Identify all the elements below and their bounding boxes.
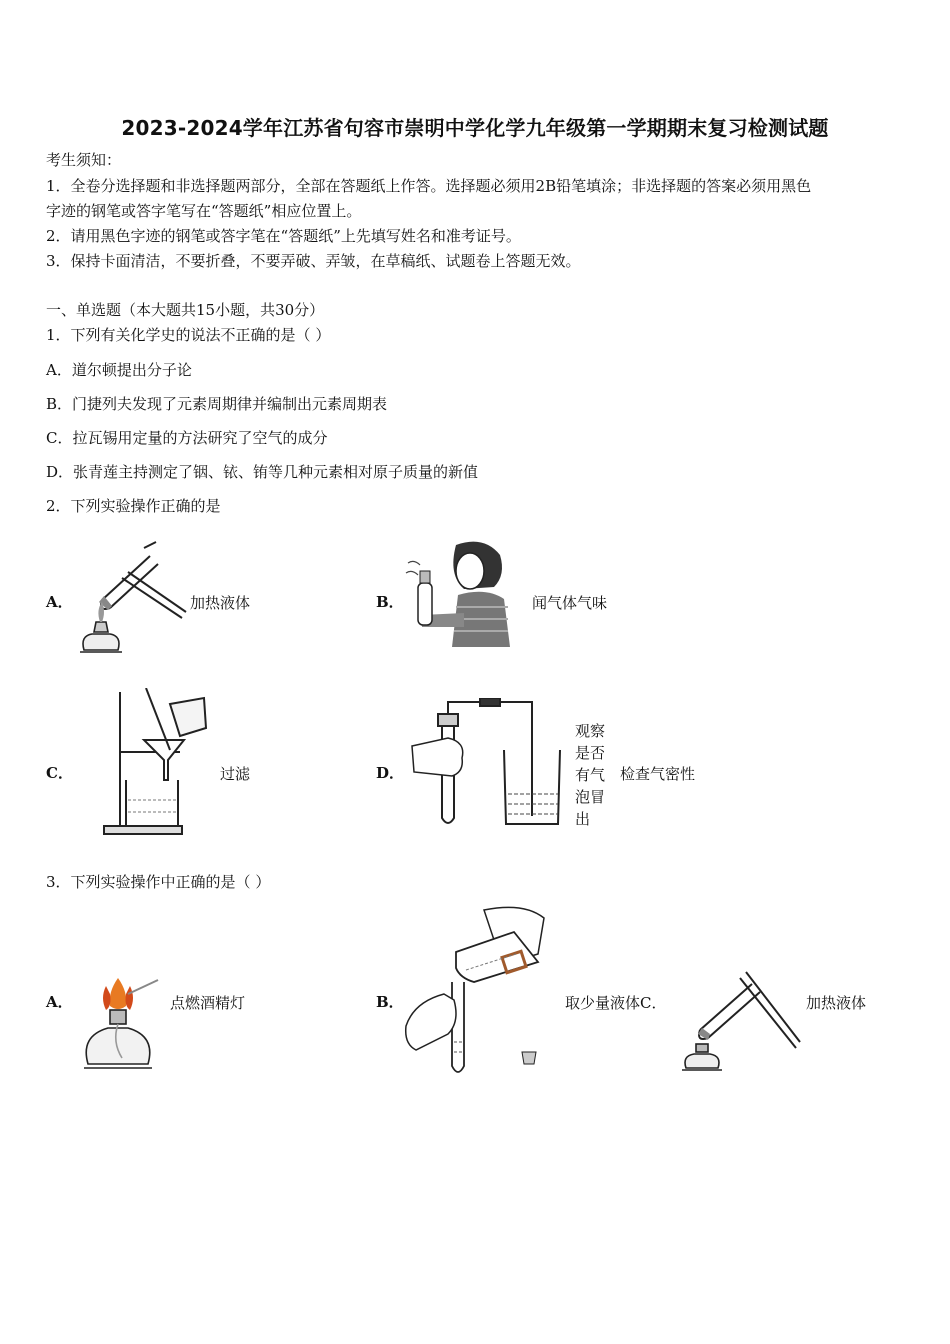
filtration-setup-icon: [88, 688, 216, 838]
q2-option-c-caption: 过滤: [220, 765, 251, 783]
q2-option-d-caption: 检查气密性: [620, 765, 696, 783]
q3-option-b-letter: B．: [376, 993, 404, 1011]
bubble-observation-note: 观察 是否 有气 泡冒 出: [575, 722, 606, 828]
q3-option-a-letter: A．: [46, 993, 73, 1011]
q2-option-d-letter: D．: [376, 764, 405, 782]
q3-option-b-caption: 取少量液体C．: [565, 994, 667, 1012]
q3-option-c-caption: 加热液体: [806, 994, 867, 1012]
q2-option-a-caption: 加热液体: [190, 594, 251, 612]
section-heading: 一、单选题（本大题共15小题，共30分）: [46, 301, 325, 319]
heating-liquid-icon: [72, 540, 192, 662]
notice-item-3: 3．保持卡面清洁，不要折叠，不要弄破、弄皱，在草稿纸、试题卷上答题无效。: [46, 252, 581, 270]
q1-option-c: C．拉瓦锡用定量的方法研究了空气的成分: [46, 429, 328, 447]
q2-option-b-caption: 闻气体气味: [532, 594, 608, 612]
q3-stem: 3．下列实验操作中正确的是（ ）: [46, 873, 271, 891]
lighting-alcohol-lamp-icon: [78, 972, 162, 1076]
heating-liquid-tube-icon: [680, 968, 804, 1076]
page-title: 2023-2024学年江苏省句容市崇明中学化学九年级第一学期期末复习检测试题: [121, 116, 829, 140]
notice-item-1b: 字迹的钢笔或答字笔写在“答题纸”相应位置上。: [46, 202, 362, 220]
q3-option-a-caption: 点燃酒精灯: [170, 994, 246, 1012]
airtightness-check-icon: [408, 698, 572, 830]
q2-option-b-letter: B．: [376, 593, 404, 611]
smelling-gas-person-icon: [404, 535, 516, 653]
notice-item-1a: 1．全卷分选择题和非选择题两部分，全部在答题纸上作答。选择题必须用2B铅笔填涂；非选择题的答案必须用黑色: [46, 177, 812, 195]
q1-option-a: A．道尔顿提出分子论: [46, 361, 192, 379]
notice-item-2: 2．请用黑色字迹的钢笔或答字笔在“答题纸”上先填写姓名和准考证号。: [46, 227, 521, 245]
q1-stem: 1．下列有关化学史的说法不正确的是（ ）: [46, 326, 331, 344]
notice-heading: 考生须知：: [46, 151, 122, 169]
q1-option-d: D．张青莲主持测定了铟、铱、铕等几种元素相对原子质量的新值: [46, 463, 479, 481]
q2-option-a-letter: A．: [46, 593, 73, 611]
q2-stem: 2．下列实验操作正确的是: [46, 497, 221, 515]
q2-option-c-letter: C．: [46, 764, 73, 782]
taking-liquid-icon: [404, 902, 554, 1078]
q1-option-b: B．门捷列夫发现了元素周期律并编制出元素周期表: [46, 395, 388, 413]
